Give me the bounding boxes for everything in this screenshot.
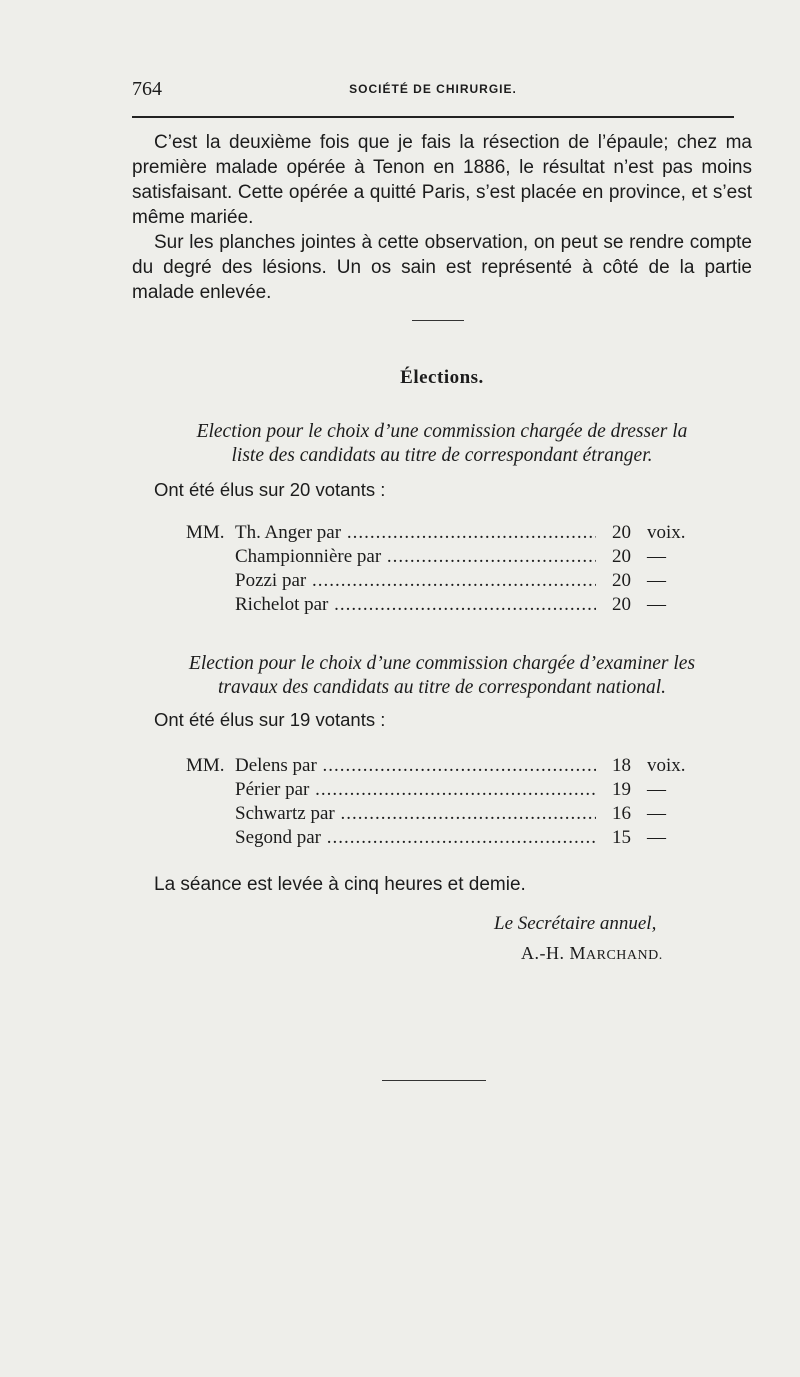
vote-unit: — xyxy=(647,803,666,824)
vote-unit: voix. xyxy=(647,522,686,543)
election-1-title-line-2: liste des candidats au titre de correspondant étranger. xyxy=(231,445,653,466)
intro-text xyxy=(132,130,752,305)
section-divider xyxy=(412,320,464,321)
election-1-title xyxy=(132,420,752,468)
candidate-name: Delens par ..... xyxy=(235,754,596,778)
signature-name xyxy=(521,943,663,964)
candidate-name: Périer par ..... xyxy=(235,778,596,802)
vote-count: 15 xyxy=(612,827,631,848)
result-row xyxy=(186,802,706,826)
result-row xyxy=(186,521,706,545)
candidate-name: Segond par ..... xyxy=(235,826,596,850)
candidate-name: Schwartz par ..... xyxy=(235,802,596,826)
election-2-title-line-2: travaux des candidats au titre de correspondant national. xyxy=(217,677,667,698)
vote-count: 16 xyxy=(612,803,631,824)
candidate-name: Th. Anger par ..... xyxy=(235,521,596,545)
vote-count: 19 xyxy=(612,779,631,800)
result-row xyxy=(186,778,706,802)
page-header xyxy=(132,78,734,100)
candidate-name: Richelot par ..... xyxy=(235,593,596,617)
election-1-results xyxy=(186,521,706,617)
election-2-title xyxy=(132,652,752,700)
election-2-votants: Ont été élus sur 19 votants : xyxy=(154,709,386,730)
page-number: 764 xyxy=(132,78,162,100)
running-title: SOCIÉTÉ DE CHIRURGIE. xyxy=(349,82,517,96)
vote-count: 20 xyxy=(612,594,631,615)
intro-paragraph-1: C’est la deuxième fois que je fais la résection de l’épaule; chez ma première malade opérée à Tenon en 1886, le résultat n’est pas moins satisfaisant. Cette opérée a quitté Paris, s’est placée en province, et s’est même mariée. xyxy=(132,132,752,228)
intro-paragraph-2: Sur les planches jointes à cette observation, on peut se rendre compte du degré des lésions. Un os sain est représenté à côté de la partie malade enlevée. xyxy=(132,232,752,303)
result-prefix: MM. xyxy=(186,755,225,776)
signature-surname: ARCHAND. xyxy=(586,948,663,963)
header-rule xyxy=(132,116,734,118)
election-2-results xyxy=(186,754,706,850)
vote-unit: — xyxy=(647,546,666,567)
vote-count: 20 xyxy=(612,546,631,567)
vote-count: 20 xyxy=(612,570,631,591)
election-1-votants: Ont été élus sur 20 votants : xyxy=(154,479,386,500)
closing-statement: La séance est levée à cinq heures et demie. xyxy=(154,874,526,895)
vote-count: 18 xyxy=(612,755,631,776)
signature-role: Le Secrétaire annuel, xyxy=(494,913,657,934)
result-row xyxy=(186,593,706,617)
result-row xyxy=(186,754,706,778)
result-row xyxy=(186,826,706,850)
result-row xyxy=(186,545,706,569)
candidate-name: Championnière par ..... xyxy=(235,545,596,569)
vote-count: 20 xyxy=(612,522,631,543)
vote-unit: voix. xyxy=(647,755,686,776)
result-row xyxy=(186,569,706,593)
end-divider xyxy=(382,1080,486,1081)
vote-unit: — xyxy=(647,594,666,615)
election-2-title-line-1: Election pour le choix d’une commission chargée d’examiner les xyxy=(188,653,696,674)
election-1-title-line-1: Election pour le choix d’une commission chargée de dresser la xyxy=(196,421,688,442)
vote-unit: — xyxy=(647,779,666,800)
vote-unit: — xyxy=(647,570,666,591)
section-title: Élections. xyxy=(400,367,484,388)
candidate-name: Pozzi par ..... xyxy=(235,569,596,593)
signature-initials: A.-H. M xyxy=(521,943,586,963)
result-prefix: MM. xyxy=(186,522,225,543)
vote-unit: — xyxy=(647,827,666,848)
